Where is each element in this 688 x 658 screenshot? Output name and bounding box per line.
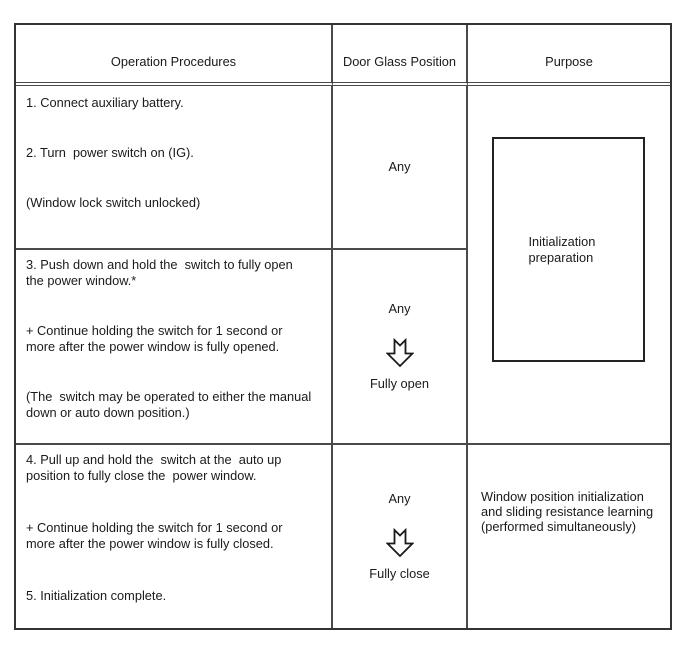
procedure-table	[14, 23, 672, 630]
procedure-step: 5. Initialization complete.	[26, 588, 167, 603]
procedure-step: 3. Push down and hold the switch to fully open the power window.*	[26, 257, 297, 288]
header-operation-procedures	[16, 25, 333, 86]
door-glass-cell-row1	[333, 86, 468, 250]
procedure-step: (The switch may be operated to either the manual down or auto down position.)	[26, 389, 315, 420]
header-label: Purpose	[545, 54, 593, 69]
purpose-box	[492, 137, 645, 362]
header-label: Operation Procedures	[110, 54, 237, 69]
procedure-step: 4. Pull up and hold the switch at the auto up position to fully close the power window.	[26, 452, 285, 483]
header-label: Door Glass Position	[342, 54, 457, 69]
procedure-step: 1. Connect auxiliary battery.	[26, 95, 184, 110]
door-glass-cell-row2	[333, 250, 468, 445]
purpose-cell-rows1-2	[468, 86, 670, 445]
procedures-cell-row1	[16, 86, 333, 250]
down-arrow-icon	[386, 528, 414, 558]
procedure-step: + Continue holding the switch for 1 second or more after the power window is fully closed.	[26, 520, 287, 551]
procedure-step: 2. Turn power switch on (IG).	[26, 145, 194, 160]
procedures-cell-row3	[16, 445, 333, 628]
procedure-step: (Window lock switch unlocked)	[26, 195, 201, 210]
down-arrow-icon	[386, 338, 414, 368]
purpose-label: Window position initialization and sliding resistance learning (performed simultaneously)	[481, 489, 654, 534]
header-purpose	[468, 25, 670, 86]
purpose-cell-row3	[468, 445, 670, 628]
header-door-glass-position	[333, 25, 468, 86]
door-glass-state: Any	[388, 159, 411, 174]
procedure-step: + Continue holding the switch for 1 second or more after the power window is fully opened.	[26, 323, 287, 354]
procedures-cell-row2	[16, 250, 333, 445]
door-glass-cell-row3	[333, 445, 468, 628]
door-glass-state-to: Fully close	[369, 566, 430, 581]
purpose-box-label: Initialization preparation	[528, 233, 596, 265]
door-glass-state-to: Fully open	[369, 376, 430, 391]
door-glass-state-from: Any	[388, 301, 411, 316]
door-glass-state-from: Any	[388, 491, 411, 506]
